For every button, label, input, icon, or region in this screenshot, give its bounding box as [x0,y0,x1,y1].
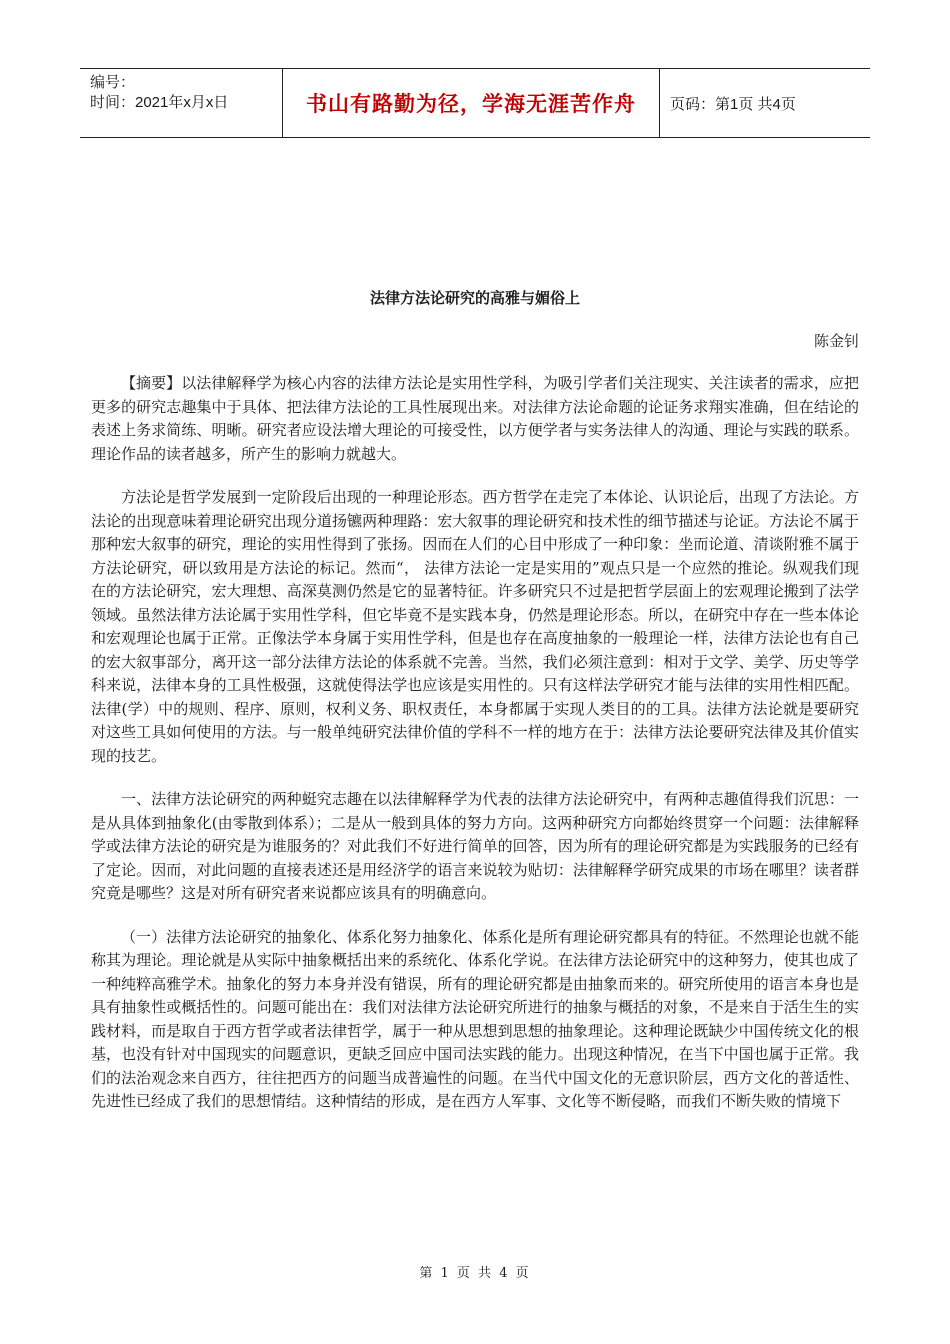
header-meta [80,69,283,137]
document-author: 陈金钊 [813,332,859,350]
page-footer: 第 1 页 共 4 页 [419,1266,531,1281]
section-one-paragraph: 一、法律方法论研究的两种蜓究志趣在以法律解释学为代表的法律方法论研究中，有两种志趣值得我们沉思：一是从具体到抽象化(由零散到体系）；二是从一般到具体的努力方向。这两种研究方向都始终贯穿一个问题：法律解释学或法律方法论的研究是为谁服务的？对此我们不好进行简单的回答，因为所有的理论研究都是为实践服务的已经有了定论。因而，对此问题的直接表述还是用经济学的语言来说较为贴切：法律解释学研究成果的市场在哪里？读者群究竟是哪些？这是对所有研究者来说都应该具有的明确意向。 [91,790,859,902]
body-paragraph: 方法论是哲学发展到一定阶段后出现的一种理论形态。西方哲学在走完了本体论、认识论后，出现了方法论。方法论的出现意味着理论研究出现分道扬镳两种理路：宏大叙事的理论研究和技术性的细节描述与论证。方法论不属于那种宏大叙事的研究，理论的实用性得到了张扬。因而在人们的心目中形成了一种印象：坐而论道、清谈附雅不属于方法论研究，研以致用是方法论的标记。然而“， 法律方法论一定是实用的”观点只是一个应然的推论。纵观我们现在的方法论研究，宏大理想、高深莫测仍然是它的显著特征。许多研究只不过是把哲学层面上的宏观理论搬到了法学领域。虽然法律方法论属于实用性学科，但它毕竟不是实践本身，仍然是理论形态。所以，在研究中存在一些本体论和宏观理论也属于正常。正像法学本身属于实用性学科，但是也存在高度抽象的一般理论一样，法律方法论也有自己的宏大叙事部分，离开这一部分法律方法论的体系就不完善。当然，我们必须注意到：相对于文学、美学、历史等学科来说，法律本身的工具性极强，这就使得法学也应该是实用性的。只有这样法学研究才能与法律的实用性相匹配。法律(学）中的规则、程序、原则，权利义务、职权责任，本身都属于实现人类目的的工具。法律方法论就是要研究对这些工具如何使用的方法。与一般单纯研究法律价值的学科不一样的地方在于：法律方法论要研究法律及其价值实现的技艺。 [91,488,859,765]
abstract-paragraph: 【摘要】以法律解释学为核心内容的法律方法论是实用性学科，为吸引学者们关注现实、关注读者的需求，应把更多的研究志趣集中于具体、把法律方法论的工具性展现出来。对法律方法论命题的论证务求翔实准确，但在结论的表述上务求简练、明晰。研究者应设法增大理论的可接受性，以方便学者与实务法律人的沟通、理论与实践的联系。理论作品的读者越多，所产生的影响力就越大。 [91,374,859,463]
document-number-label: 编号： [90,74,136,91]
header-motto: 书山有路勤为径，学海无涯苦作舟 [283,69,660,137]
document-date: 时间：2021年x月x日 [90,94,229,111]
header-page-info: 页码：第1页 共4页 [670,95,796,113]
document-body [91,372,859,1134]
document-title: 法律方法论研究的高雅与媚俗上 [369,289,580,307]
subsection-one-paragraph: （一）法律方法论研究的抽象化、体系化努力抽象化、体系化是所有理论研究都具有的特征。不然理论也就不能称其为理论。理论就是从实际中抽象概括出来的系统化、体系化学说。在法律方法论研究中的这种努力，使其也成了一种纯粹高雅学术。抽象化的努力本身并没有错误，所有的理论研究都是由抽象而来的。研究所使用的语言本身也是具有抽象性或概括性的。问题可能出在：我们对法律方法论研究所进行的抽象与概括的对象，不是来自于活生生的实践材料，而是取自于西方哲学或者法律哲学，属于一种从思想到思想的抽象理论。这种理论既缺少中国传统文化的根基，也没有针对中国现实的问题意识，更缺乏回应中国司法实践的能力。出现这种情况，在当下中国也属于正常。我们的法治观念来自西方，往往把西方的问题当成普遍性的问题。在当代中国文化的无意识阶层，西方文化的普适性、先进性已经成了我们的思想情结。这种情结的形成，是在西方人军事、文化等不断侵略，而我们不断失败的情境下 [91,927,859,1110]
page-header [80,68,870,138]
